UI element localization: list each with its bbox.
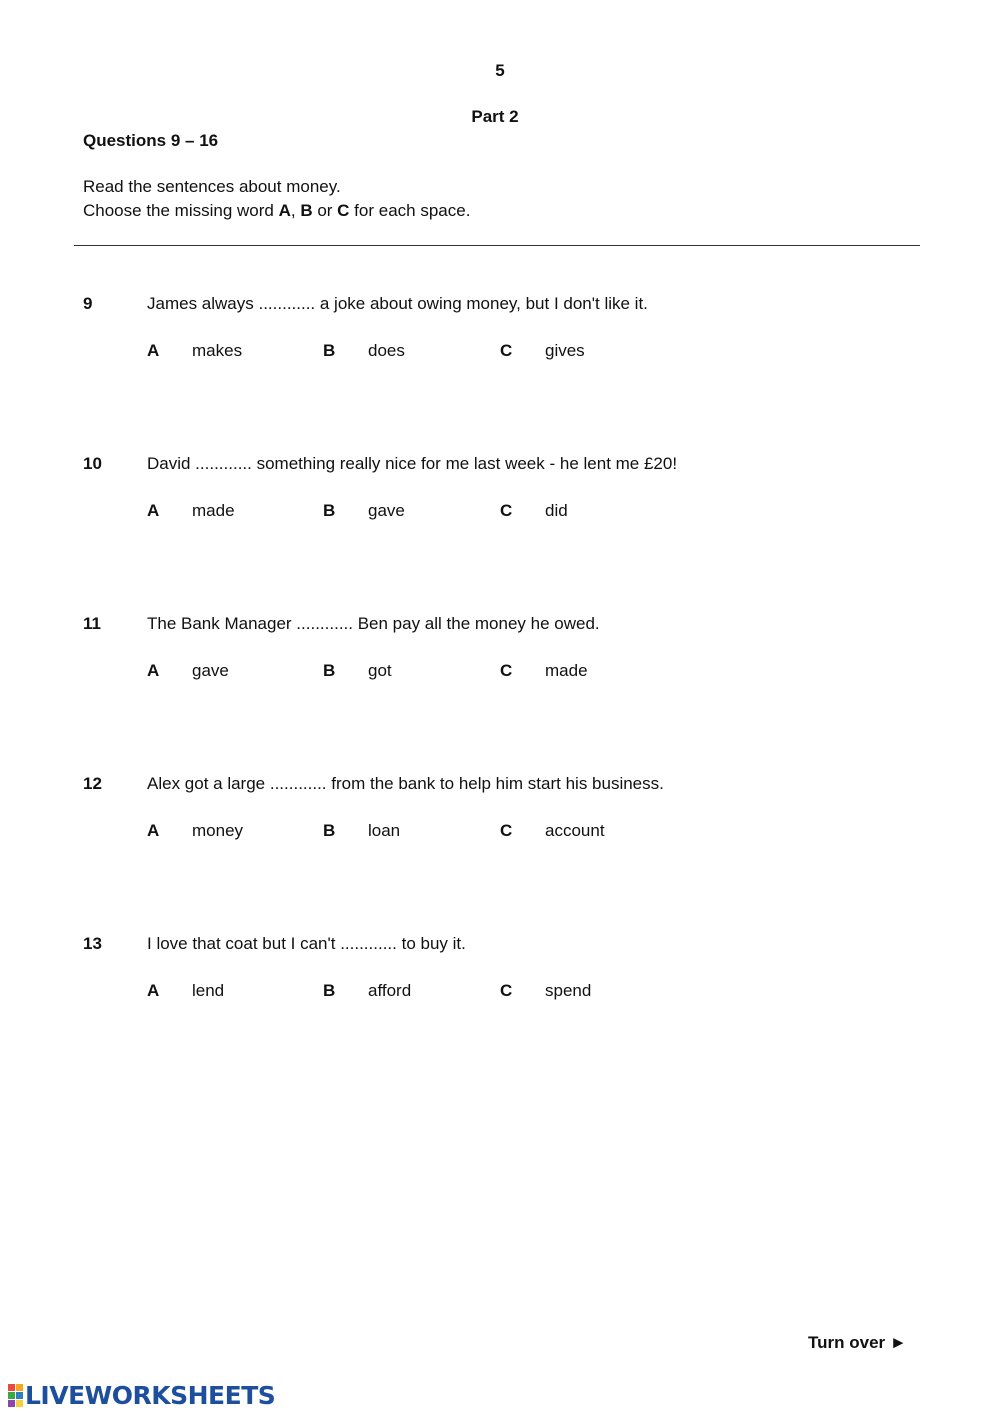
option-a-letter: A bbox=[147, 501, 160, 520]
question-number: 13 bbox=[83, 934, 102, 953]
option-b-letter: B bbox=[323, 661, 336, 680]
instruction-text: for each space. bbox=[349, 201, 471, 220]
option-b-word: afford bbox=[368, 981, 412, 1000]
question-10 bbox=[0, 454, 1000, 564]
logo-block bbox=[8, 1400, 15, 1407]
logo-block bbox=[16, 1392, 23, 1399]
question-number: 11 bbox=[83, 614, 101, 633]
divider bbox=[74, 245, 920, 246]
questions-range: Questions 9 – 16 bbox=[83, 131, 219, 150]
option-a-word: lend bbox=[192, 981, 225, 1000]
option-b-word: got bbox=[368, 661, 392, 680]
option-c-letter: C bbox=[500, 661, 513, 680]
instruction-line-2 bbox=[83, 201, 470, 221]
logo-blocks-icon bbox=[8, 1384, 23, 1407]
option-b-word: does bbox=[368, 341, 405, 360]
option-c-word: spend bbox=[545, 981, 592, 1000]
question-12 bbox=[0, 774, 1000, 884]
option-b-letter: B bbox=[323, 341, 336, 360]
option-c-letter: C bbox=[500, 821, 513, 840]
option-a-word: money bbox=[192, 821, 244, 840]
option-letter-c: C bbox=[337, 201, 350, 220]
question-11 bbox=[0, 614, 1000, 724]
question-text: I love that coat but I can't ............ to buy it. bbox=[147, 934, 466, 953]
logo-text: LIVEWORKSHEETS bbox=[25, 1380, 276, 1410]
turn-over-label: Turn over ► bbox=[808, 1333, 907, 1352]
option-a-letter: A bbox=[147, 981, 160, 1000]
option-a-letter: A bbox=[147, 341, 160, 360]
option-c-word: did bbox=[545, 501, 568, 520]
question-text: James always ............ a joke about owing money, but I don't like it. bbox=[147, 294, 648, 313]
liveworksheets-logo[interactable] bbox=[8, 1381, 275, 1409]
option-b-letter: B bbox=[323, 981, 336, 1000]
question-number: 9 bbox=[83, 294, 93, 313]
question-text: The Bank Manager ............ Ben pay all the money he owed. bbox=[147, 614, 600, 633]
instruction-line-1: Read the sentences about money. bbox=[83, 177, 341, 196]
option-c-letter: C bbox=[500, 501, 513, 520]
instruction-text: Choose the missing word bbox=[83, 201, 279, 220]
option-c-word: made bbox=[545, 661, 588, 680]
logo-block bbox=[8, 1384, 15, 1391]
part-title: Part 2 bbox=[471, 107, 519, 126]
option-c-word: gives bbox=[545, 341, 585, 360]
page-number: 5 bbox=[495, 61, 505, 80]
question-text: Alex got a large ............ from the bank to help him start his business. bbox=[147, 774, 664, 793]
option-a-letter: A bbox=[147, 661, 160, 680]
option-a-letter: A bbox=[147, 821, 160, 840]
question-text: David ............ something really nice for me last week - he lent me £20! bbox=[147, 454, 678, 473]
option-a-word: gave bbox=[192, 661, 229, 680]
instruction-sep: or bbox=[312, 201, 338, 220]
question-9 bbox=[0, 294, 1000, 404]
question-number: 10 bbox=[83, 454, 102, 473]
instruction-sep: , bbox=[290, 201, 301, 220]
question-number: 12 bbox=[83, 774, 102, 793]
option-b-word: gave bbox=[368, 501, 405, 520]
option-b-word: loan bbox=[368, 821, 401, 840]
option-b-letter: B bbox=[323, 821, 336, 840]
option-c-letter: C bbox=[500, 341, 513, 360]
logo-block bbox=[16, 1384, 23, 1391]
logo-block bbox=[8, 1392, 15, 1399]
option-b-letter: B bbox=[323, 501, 336, 520]
option-letter-b: B bbox=[300, 201, 313, 220]
option-c-letter: C bbox=[500, 981, 513, 1000]
logo-block bbox=[16, 1400, 23, 1407]
option-c-word: account bbox=[545, 821, 605, 840]
option-a-word: made bbox=[192, 501, 235, 520]
option-letter-a: A bbox=[278, 201, 291, 220]
question-13 bbox=[0, 934, 1000, 1044]
option-a-word: makes bbox=[192, 341, 243, 360]
